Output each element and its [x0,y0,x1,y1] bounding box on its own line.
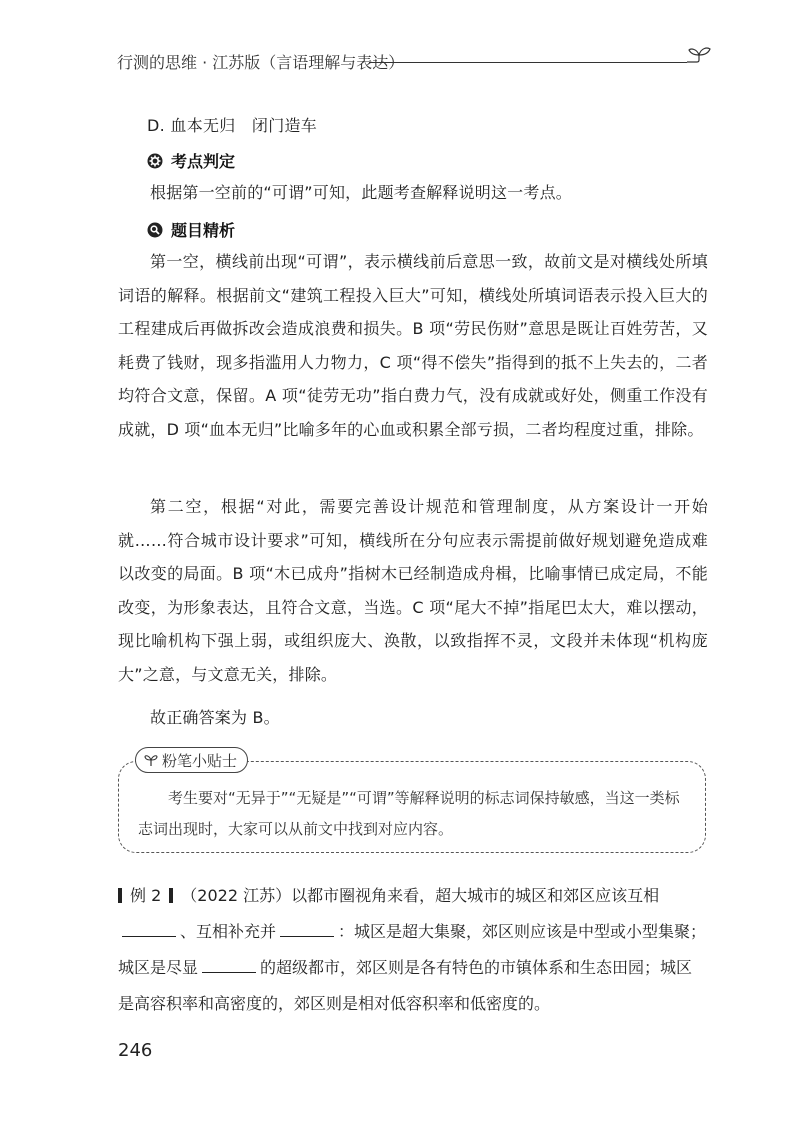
example-marker-left [118,888,122,903]
gear-icon [147,153,163,169]
sprout-icon [683,46,713,70]
example-label: 例 2 [130,886,162,905]
kaodian-text: 根据第一空前的“可谓”可知，此题考查解释说明这一考点。 [150,183,572,202]
tip-tag [135,747,248,773]
example-2 [118,878,708,1022]
example-seg3: 的超级都市，郊区则是各有特色的市镇体系和生态田园；城区是高容积率和高密度的，郊区则是相对低容积率和低密度的。 [118,958,693,1013]
section-kaodian-title: 考点判定 [171,152,236,171]
section-jingxi [147,218,235,241]
magnifier-icon [147,222,163,238]
header-rule [369,62,687,63]
blank-2 [280,935,334,937]
section-kaodian [147,149,235,172]
option-d: D. 血本无归 闭门造车 [147,116,318,135]
page-number: 246 [118,1040,153,1061]
answer-text: 故正确答案为 B。 [150,708,280,727]
example-seg2: ：城区是超大集聚，郊区则应该是中型或小型集聚；城区是尽显 [118,922,707,977]
example-seg1: 、互相补充并 [180,922,277,941]
blank-1 [122,935,176,937]
example-source: （2022 江苏）以都市圈视角来看，超大城市的城区和郊区应该互相 [181,886,660,905]
sprout-icon [144,753,158,767]
blank-3 [202,971,256,973]
section-jingxi-title: 题目精析 [171,221,236,240]
tip-text: 考生要对“无异于”“无疑是”“可谓”等解释说明的标志词保持敏感，当这一类标志词出现时，大家可以从前文中找到对应内容。 [138,789,680,838]
example-marker-right [169,888,173,903]
analysis-paragraph-1: 第一空，横线前出现“可谓”，表示横线前后意思一致，故前文是对横线处所填词语的解释。根据前文“建筑工程投入巨大”可知，横线处所填词语表示投入巨大的工程建成后再做拆改会造成浪费和损失。B 项“劳民伤财”意思是既让百姓劳苦，又耗费了钱财，现多指滥用人力物力，C 项“得不偿失”指得到的抵不上失去的，二者均符合文意，保留。A 项“徒劳无功”指白费力气，没有成就或好处，侧重工作没有成就，D 项“血本无归”比喻多年的心血或积累全部亏损，二者均程度过重，排除。 [118,252,708,439]
analysis-paragraph-2: 第二空，根据“对此，需要完善设计规范和管理制度，从方案设计一开始就……符合城市设计要求”可知，横线所在分句应表示需提前做好规划避免造成难以改变的局面。B 项“木已成舟”指树木已经制造成舟楫，比喻事情已成定局，不能改变，为形象表达，且符合文意，当选。C 项“尾大不掉”指尾巴太大，难以摆动，现比喻机构下强上弱，或组织庞大、涣散，以致指挥不灵，文段并未体现“机构庞大”之意，与文意无关，排除。 [118,497,708,684]
page-header [117,46,717,78]
header-title: 行测的思维 · 江苏版（言语理解与表达） [117,53,405,72]
tip-label: 粉笔小贴士 [162,751,238,770]
